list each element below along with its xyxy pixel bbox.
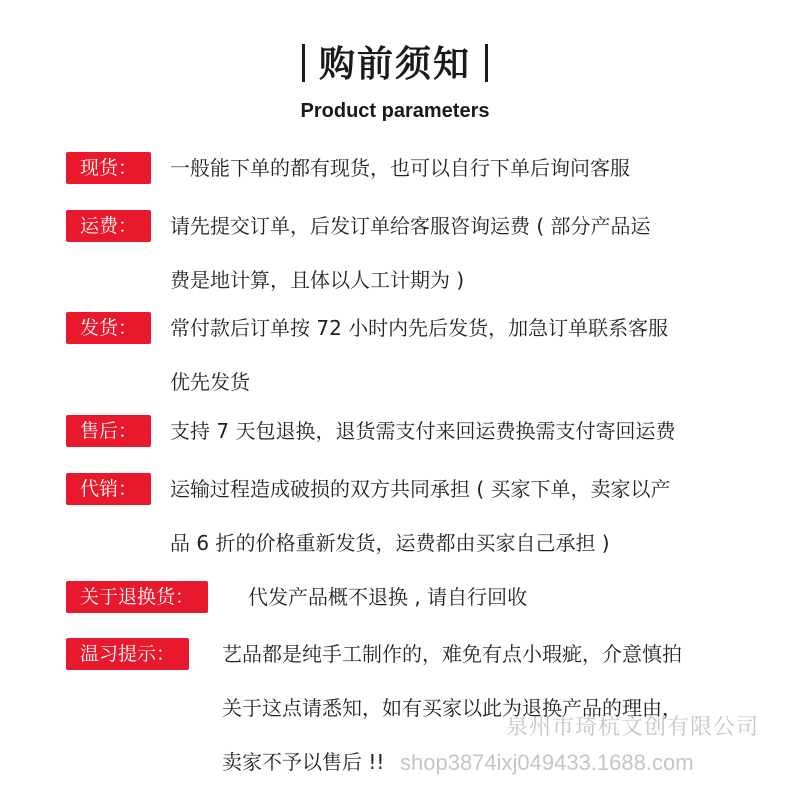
watermark-shop-url: shop3874ixj049433.1688.com [400,750,694,775]
notice-label: 温习提示： [66,638,189,670]
notice-line: 请先提交订单，后发订单给客服咨询运费 ( 部分产品运 [170,214,651,238]
notice-line: 常付款后订单按 72 小时内先后发货，加急订单联系客服 [170,316,669,340]
notice-text [248,570,527,624]
notice-line: 优先发货 [170,370,250,394]
title-bar-right [485,44,488,82]
notice-label: 发货： [66,312,151,344]
page-title [0,36,790,87]
notice-label: 售后： [66,415,151,447]
notice-line: 品 6 折的价格重新发货，运费都由买家自己承担 ) [170,531,610,555]
notice-line: 艺品都是纯手工制作的，难免有点小瑕疵，介意慎拍 [222,642,682,666]
notice-label: 关于退换货： [66,581,208,613]
notice-text [170,199,651,307]
title-bar-left [302,44,305,82]
notice-line: 运输过程造成破损的双方共同承担 ( 买家下单，卖家以产 [170,477,671,501]
notice-text [170,301,668,409]
notice-line: 支持 7 天包退换，退货需支付来回运费换需支付寄回运费 [170,419,676,443]
notice-text [170,462,671,570]
notice-line: 一般能下单的都有现货，也可以自行下单后询问客服 [170,156,630,180]
notice-text [170,141,630,195]
title-text: 购前须知 [318,44,471,85]
notice-line: 卖家不予以售后 !! [222,750,385,774]
notice-label: 运费： [66,210,151,242]
notice-text [170,404,675,458]
notice-label: 代销： [66,473,151,505]
watermark-company: 泉州市琦杭文创有限公司 [506,714,760,739]
notice-line: 关于这点请悉知，如有买家以此为退换产品的理由， [222,696,682,720]
notice-label: 现货： [66,152,151,184]
notice-line: 代发产品概不退换 , 请自行回收 [248,585,528,609]
notice-line: 费是地计算，且体以人工计期为 ) [170,268,465,292]
page-subtitle: Product parameters [300,100,490,122]
